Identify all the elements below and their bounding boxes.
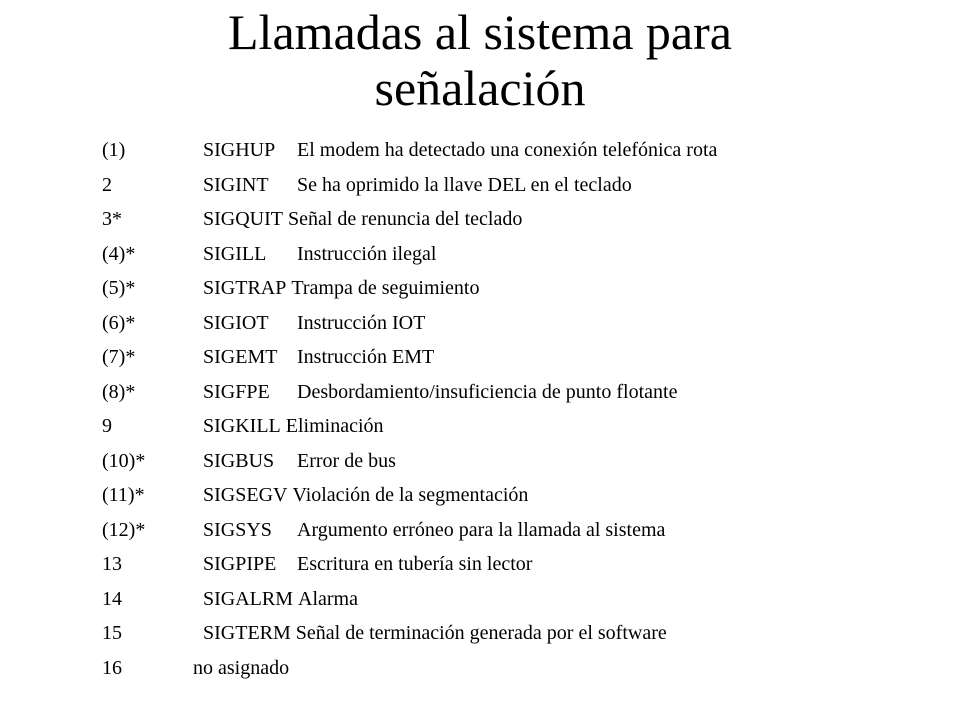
signal-name: SIGILL: [203, 242, 267, 265]
signal-number: 16: [102, 656, 122, 679]
signal-description: Eliminación: [285, 415, 384, 437]
signal-name: SIGINT: [203, 173, 269, 196]
signal-number: (10)*: [102, 449, 146, 472]
signal-entry: [203, 444, 396, 479]
signal-name: SIGHUP: [203, 139, 276, 161]
signal-description: Se ha oprimido la llave DEL en el teclado: [297, 173, 632, 196]
signal-name: SIGEMT: [203, 346, 278, 368]
signal-name: SIGSEGV: [203, 484, 288, 506]
signal-number: 2: [102, 173, 112, 196]
signal-name: SIGBUS: [203, 449, 275, 472]
signal-name: SIGQUIT: [203, 208, 283, 230]
signal-entry: [203, 133, 717, 168]
signal-description: Instrucción IOT: [297, 311, 426, 334]
signal-entry: [203, 271, 479, 306]
signal-entry: [203, 168, 632, 203]
signal-name: SIGTRAP: [203, 277, 287, 299]
signal-entry: [203, 202, 522, 237]
signal-description: Error de bus: [297, 449, 396, 472]
signal-entry: [203, 306, 425, 341]
signal-entry: [203, 375, 677, 410]
signal-number: (12)*: [102, 518, 146, 541]
signal-description: Señal de renuncia del teclado: [288, 208, 523, 230]
signal-number: (11)*: [102, 484, 145, 506]
signal-entry: [203, 409, 384, 444]
signal-entry: [203, 547, 532, 582]
signal-entry: [193, 651, 289, 686]
signal-entry: [203, 513, 665, 548]
signal-number: 9: [102, 415, 112, 437]
signal-entry: [203, 340, 434, 375]
signal-description: Argumento erróneo para la llamada al sistema: [297, 518, 666, 541]
signal-number: (4)*: [102, 242, 136, 265]
signal-name: SIGPIPE: [203, 553, 277, 575]
slide-title: [0, 4, 960, 116]
signal-number: 15: [102, 622, 122, 644]
signal-number: 13: [102, 553, 122, 575]
signal-entry: [203, 478, 528, 513]
signal-description: Alarma: [298, 587, 358, 610]
signal-description: no asignado: [193, 656, 290, 679]
signal-number: (1): [102, 139, 126, 161]
signal-description: Violación de la segmentación: [292, 484, 529, 506]
signal-entry: [203, 237, 436, 272]
signal-description: Instrucción ilegal: [297, 242, 437, 265]
slide-title-line-2: señalación: [374, 60, 586, 116]
signal-number: (5)*: [102, 277, 136, 299]
signal-number: (7)*: [102, 346, 136, 368]
signal-name: SIGIOT: [203, 311, 269, 334]
signal-description: Instrucción EMT: [297, 346, 435, 368]
signal-number: 3*: [102, 208, 122, 230]
slide-title-line-1: Llamadas al sistema para: [228, 4, 732, 60]
signal-name: SIGTERM: [203, 622, 291, 644]
signal-description: Señal de terminación generada por el software: [295, 622, 667, 644]
signal-description: El modem ha detectado una conexión telefónica rota: [297, 139, 718, 161]
signal-entry: [203, 616, 667, 651]
signal-name: SIGSYS: [203, 518, 272, 541]
signal-description: Desbordamiento/insuficiencia de punto flotante: [297, 380, 678, 403]
signal-name: SIGALRM: [203, 587, 294, 610]
signal-number: (8)*: [102, 380, 136, 403]
signal-number: (6)*: [102, 311, 136, 334]
signal-number: 14: [102, 587, 122, 610]
signal-name: SIGKILL: [203, 415, 281, 437]
signal-description: Escritura en tubería sin lector: [297, 553, 533, 575]
signal-name: SIGFPE: [203, 380, 270, 403]
signal-description: Trampa de seguimiento: [291, 277, 480, 299]
signal-entry: [203, 582, 358, 617]
